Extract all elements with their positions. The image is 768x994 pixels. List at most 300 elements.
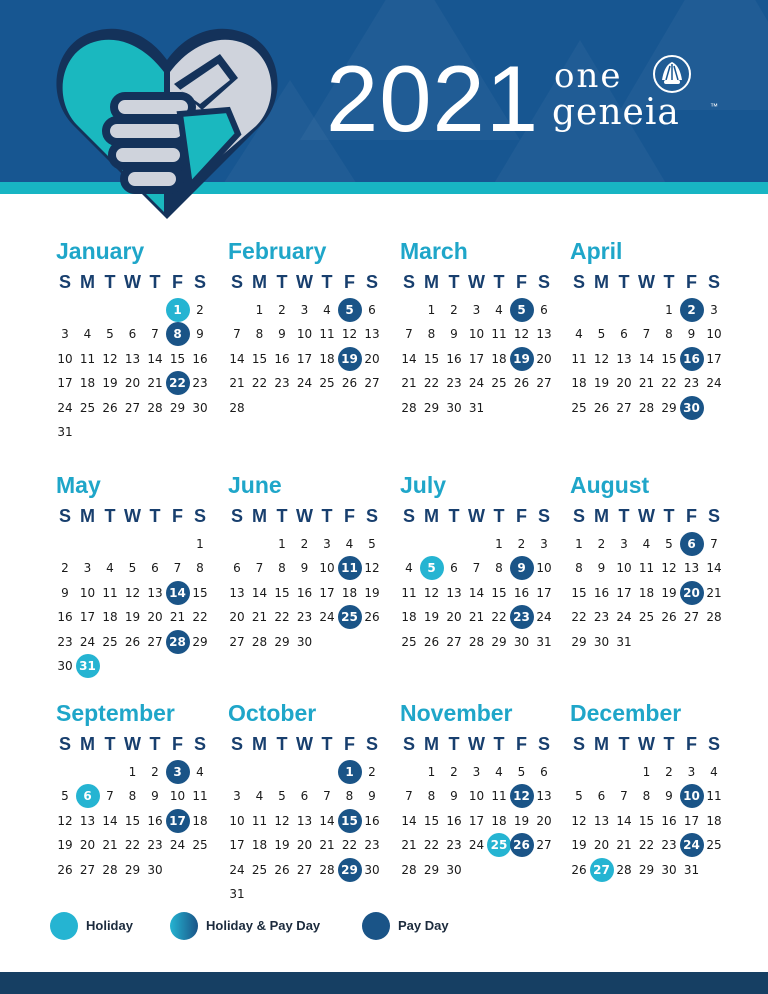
day-cell: 17	[683, 813, 700, 828]
day-cell: 31	[57, 425, 73, 439]
day-cell: 8	[128, 789, 137, 804]
day-cell: 24	[296, 376, 313, 391]
day-cell: 15	[274, 585, 290, 600]
day-cell: 21	[638, 376, 655, 391]
pay-day-cell: 9	[510, 556, 534, 580]
day-cell: 9	[450, 327, 458, 342]
day-cell: 7	[151, 327, 159, 342]
legend-label: Holiday & Pay Day	[206, 918, 321, 933]
day-cell: 12	[571, 813, 587, 828]
legend	[50, 910, 480, 944]
day-cell: 23	[364, 838, 380, 853]
day-cell: 3	[540, 537, 548, 551]
weekday-header: F	[344, 506, 355, 526]
day-cell: 3	[620, 537, 628, 551]
day-cell: 8	[196, 561, 204, 576]
day-cell: 25	[192, 838, 208, 853]
pay-day-cell: 29	[338, 858, 362, 882]
day-cell: 14	[319, 813, 335, 828]
holiday-cell: 6	[76, 784, 100, 808]
day-cell: 16	[593, 585, 610, 600]
weekday-header: M	[594, 272, 609, 292]
day-cell: 12	[341, 327, 358, 342]
pay-day-cell: 10	[680, 784, 704, 808]
day-cell: 13	[446, 585, 462, 600]
pay-day-cell: 5	[338, 298, 362, 322]
day-cell: 26	[102, 400, 118, 415]
day-cell: 17	[706, 351, 722, 366]
day-cell: 25	[571, 400, 587, 415]
weekday-header: S	[572, 272, 585, 292]
weekday-header: S	[537, 272, 550, 292]
day-cell: 23	[661, 838, 677, 853]
pay-day-cell: 15	[338, 809, 362, 833]
brand-line-one: one	[554, 56, 623, 96]
weekday-header: S	[193, 734, 206, 754]
weekday-header: T	[618, 734, 630, 754]
day-cell: 16	[296, 585, 313, 600]
day-cell: 22	[423, 376, 440, 391]
day-cell: 29	[661, 400, 677, 415]
weekday-header: S	[572, 506, 585, 526]
day-cell: 25	[638, 610, 655, 625]
day-cell: 3	[83, 561, 92, 576]
day-cell: 10	[296, 327, 313, 342]
day-cell: 26	[571, 862, 587, 877]
pay-day-cell: 14	[166, 581, 190, 605]
day-cell: 31	[683, 862, 700, 877]
day-cell: 23	[274, 376, 290, 391]
weekday-header: T	[149, 506, 161, 526]
day-cell: 27	[683, 610, 700, 625]
weekday-header: S	[58, 734, 71, 754]
day-cell: 29	[169, 400, 186, 415]
day-cell: 6	[540, 765, 548, 779]
pay-day-cell: 1	[338, 760, 362, 784]
day-cell: 12	[102, 351, 118, 366]
day-cell: 3	[323, 537, 331, 551]
weekday-header: W	[124, 272, 141, 292]
weekday-header: T	[149, 272, 161, 292]
weekday-header: T	[493, 272, 505, 292]
weekday-header: F	[516, 272, 527, 292]
day-cell: 9	[665, 789, 673, 804]
day-cell: 22	[423, 838, 440, 853]
weekday-header: M	[594, 506, 609, 526]
day-cell: 12	[513, 327, 530, 342]
day-cell: 22	[661, 376, 677, 391]
month-october	[228, 700, 400, 900]
day-cell: 17	[296, 351, 313, 366]
day-cell: 14	[638, 351, 655, 366]
day-cell: 29	[423, 400, 440, 415]
day-cell: 7	[710, 537, 718, 551]
day-cell: 23	[446, 376, 462, 391]
month-january	[56, 238, 228, 438]
day-cell: 25	[251, 862, 268, 877]
holiday-cell: 25	[487, 833, 511, 857]
day-cell: 9	[300, 561, 309, 576]
pay-swatch	[362, 912, 390, 940]
weekday-header: M	[424, 734, 439, 754]
day-cell: 27	[296, 862, 313, 877]
day-cell: 10	[468, 327, 485, 342]
day-cell: 3	[472, 765, 481, 779]
weekday-header: S	[193, 506, 206, 526]
weekday-header: T	[448, 272, 460, 292]
day-cell: 7	[472, 561, 481, 576]
day-cell: 21	[251, 610, 268, 625]
day-cell: 2	[300, 537, 309, 551]
weekday-header: S	[230, 272, 243, 292]
day-cell: 2	[517, 537, 526, 551]
weekday-header: W	[468, 734, 485, 754]
month-title: April	[570, 238, 623, 264]
day-cell: 22	[571, 610, 587, 625]
day-cell: 29	[274, 634, 290, 649]
day-cell: 24	[319, 610, 335, 625]
month-title: March	[400, 238, 468, 264]
day-cell: 13	[229, 585, 245, 600]
day-cell: 6	[368, 303, 376, 317]
day-cell: 30	[57, 659, 73, 673]
day-cell: 11	[319, 327, 335, 342]
day-cell: 30	[364, 862, 380, 877]
day-cell: 14	[706, 561, 722, 576]
day-cell: 6	[620, 327, 628, 342]
day-cell: 4	[495, 303, 503, 317]
month-title: June	[228, 472, 282, 498]
weekday-header: M	[252, 734, 267, 754]
day-cell: 9	[151, 789, 159, 804]
day-cell: 19	[124, 610, 141, 625]
day-cell: 20	[147, 610, 163, 625]
day-cell: 4	[255, 789, 264, 804]
day-cell: 2	[665, 765, 673, 779]
day-cell: 6	[128, 327, 137, 342]
day-cell: 26	[593, 400, 610, 415]
weekday-header: S	[365, 272, 378, 292]
day-cell: 17	[79, 610, 96, 625]
weekday-header: T	[321, 272, 333, 292]
day-cell: 10	[706, 327, 722, 342]
day-cell: 27	[79, 862, 96, 877]
day-cell: 30	[661, 862, 677, 877]
day-cell: 11	[491, 789, 507, 804]
day-cell: 13	[147, 585, 163, 600]
day-cell: 17	[468, 351, 485, 366]
day-cell: 26	[124, 634, 141, 649]
day-cell: 18	[706, 813, 722, 828]
day-cell: 27	[124, 400, 141, 415]
month-title: January	[56, 238, 145, 264]
day-cell: 16	[364, 813, 380, 828]
holiday-swatch	[50, 912, 78, 940]
day-cell: 2	[450, 765, 458, 779]
day-cell: 11	[79, 351, 96, 366]
weekday-header: S	[707, 506, 720, 526]
day-cell: 9	[196, 327, 204, 342]
day-cell: 3	[233, 789, 241, 804]
day-cell: 13	[364, 327, 380, 342]
day-cell: 5	[575, 789, 583, 804]
day-cell: 20	[124, 376, 141, 391]
day-cell: 26	[57, 862, 73, 877]
day-cell: 8	[345, 789, 354, 804]
day-cell: 9	[368, 789, 376, 804]
weekday-header: M	[424, 506, 439, 526]
day-cell: 3	[710, 303, 718, 317]
day-cell: 22	[274, 610, 290, 625]
day-cell: 21	[616, 838, 632, 853]
weekday-header: T	[448, 734, 460, 754]
day-cell: 4	[710, 765, 718, 779]
weekday-header: T	[618, 506, 630, 526]
weekday-header: M	[252, 272, 267, 292]
day-cell: 3	[472, 303, 481, 317]
trademark: ™	[710, 102, 718, 111]
weekday-header: F	[686, 272, 697, 292]
day-cell: 2	[597, 537, 606, 551]
day-cell: 25	[79, 400, 96, 415]
day-cell: 9	[61, 585, 69, 600]
weekday-header: S	[193, 272, 206, 292]
month-december	[570, 700, 742, 900]
holiday-cell: 5	[420, 556, 444, 580]
day-cell: 20	[616, 376, 632, 391]
day-cell: 24	[616, 610, 632, 625]
day-cell: 17	[319, 585, 335, 600]
weekday-header: F	[686, 506, 697, 526]
day-cell: 8	[575, 561, 583, 576]
weekday-header: S	[537, 734, 550, 754]
day-cell: 11	[401, 585, 417, 600]
month-title: May	[56, 472, 101, 498]
day-cell: 18	[79, 376, 96, 391]
weekday-header: S	[365, 506, 378, 526]
day-cell: 30	[446, 862, 462, 877]
day-cell: 14	[229, 351, 245, 366]
day-cell: 18	[251, 838, 268, 853]
weekday-header: S	[707, 734, 720, 754]
weekday-header: T	[663, 734, 675, 754]
day-cell: 30	[446, 400, 462, 415]
day-cell: 4	[405, 561, 413, 576]
day-cell: 1	[427, 765, 436, 779]
weekday-header: S	[230, 734, 243, 754]
weekday-header: W	[638, 272, 655, 292]
day-cell: 21	[401, 376, 417, 391]
day-cell: 24	[706, 376, 722, 391]
weekday-header: T	[321, 506, 333, 526]
day-cell: 28	[616, 862, 632, 877]
day-cell: 18	[491, 813, 507, 828]
weekday-header: M	[80, 734, 95, 754]
day-cell: 18	[102, 610, 118, 625]
day-cell: 21	[169, 610, 186, 625]
day-cell: 19	[57, 838, 73, 853]
day-cell: 22	[341, 838, 358, 853]
day-cell: 7	[106, 789, 114, 804]
weekday-header: T	[104, 506, 116, 526]
day-cell: 23	[446, 838, 462, 853]
day-cell: 20	[446, 610, 462, 625]
day-cell: 12	[423, 585, 440, 600]
day-cell: 19	[423, 610, 440, 625]
day-cell: 30	[593, 634, 610, 649]
day-cell: 26	[661, 610, 677, 625]
holiday-cell: 1	[166, 298, 190, 322]
day-cell: 8	[427, 327, 436, 342]
day-cell: 22	[638, 838, 655, 853]
weekday-header: T	[493, 734, 505, 754]
day-cell: 6	[450, 561, 458, 576]
day-cell: 19	[102, 376, 118, 391]
weekday-header: S	[230, 506, 243, 526]
brand-logo	[548, 52, 728, 134]
day-cell: 6	[597, 789, 606, 804]
weekday-header: T	[618, 272, 630, 292]
month-june	[228, 472, 400, 672]
holiday-pay-swatch	[170, 912, 198, 940]
weekday-header: F	[516, 734, 527, 754]
pay-day-cell: 19	[510, 347, 534, 371]
day-cell: 8	[495, 561, 503, 576]
day-cell: 10	[319, 561, 335, 576]
day-cell: 20	[364, 351, 380, 366]
footer-bar	[0, 972, 768, 994]
day-cell: 5	[368, 537, 376, 551]
day-cell: 22	[251, 376, 268, 391]
day-cell: 13	[593, 813, 610, 828]
weekday-header: M	[594, 734, 609, 754]
day-cell: 18	[341, 585, 358, 600]
day-cell: 18	[491, 351, 507, 366]
weekday-header: T	[104, 734, 116, 754]
day-cell: 7	[233, 327, 241, 342]
weekday-header: F	[344, 272, 355, 292]
day-cell: 1	[575, 537, 583, 551]
legend-label: Holiday	[86, 918, 133, 933]
day-cell: 24	[57, 400, 73, 415]
day-cell: 29	[124, 862, 141, 877]
day-cell: 28	[147, 400, 163, 415]
brand-line-two: geneia	[552, 92, 680, 133]
day-cell: 5	[106, 327, 114, 342]
day-cell: 13	[683, 561, 700, 576]
day-cell: 4	[345, 537, 354, 551]
day-cell: 5	[665, 537, 673, 551]
day-cell: 23	[147, 838, 163, 853]
day-cell: 31	[536, 634, 552, 649]
day-cell: 13	[536, 327, 552, 342]
day-cell: 16	[57, 610, 73, 625]
day-cell: 13	[296, 813, 313, 828]
day-cell: 5	[61, 789, 69, 804]
day-cell: 3	[300, 303, 309, 317]
pay-day-cell: 5	[510, 298, 534, 322]
weekday-header: S	[537, 506, 550, 526]
month-march	[400, 238, 572, 438]
day-cell: 25	[319, 376, 335, 391]
handshake-heart-icon	[52, 14, 282, 224]
day-cell: 30	[296, 634, 313, 649]
pay-day-cell: 2	[680, 298, 704, 322]
pay-day-cell: 19	[338, 347, 362, 371]
day-cell: 1	[255, 303, 264, 317]
day-cell: 13	[536, 789, 552, 804]
pay-day-cell: 30	[680, 396, 704, 420]
day-cell: 2	[151, 765, 159, 779]
day-cell: 22	[192, 610, 208, 625]
day-cell: 7	[620, 789, 628, 804]
holiday-cell: 31	[76, 654, 100, 678]
day-cell: 10	[468, 789, 485, 804]
day-cell: 18	[638, 585, 655, 600]
day-cell: 23	[683, 376, 700, 391]
day-cell: 3	[61, 327, 69, 342]
day-cell: 29	[491, 634, 507, 649]
month-title: July	[400, 472, 447, 498]
weekday-header: W	[638, 734, 655, 754]
day-cell: 25	[401, 634, 417, 649]
day-cell: 30	[513, 634, 530, 649]
day-cell: 16	[513, 585, 530, 600]
day-cell: 7	[323, 789, 331, 804]
day-cell: 25	[491, 376, 507, 391]
pay-day-cell: 23	[510, 605, 534, 629]
pay-day-cell: 24	[680, 833, 704, 857]
day-cell: 15	[124, 813, 141, 828]
month-september	[56, 700, 228, 900]
day-cell: 4	[196, 765, 204, 779]
day-cell: 29	[423, 862, 440, 877]
day-cell: 19	[274, 838, 290, 853]
day-cell: 7	[173, 561, 182, 576]
day-cell: 27	[616, 400, 632, 415]
weekday-header: S	[572, 734, 585, 754]
day-cell: 21	[102, 838, 118, 853]
day-cell: 26	[341, 376, 358, 391]
holiday-cell: 27	[590, 858, 614, 882]
day-cell: 18	[192, 813, 208, 828]
weekday-header: T	[663, 506, 675, 526]
day-cell: 11	[251, 813, 268, 828]
day-cell: 10	[57, 351, 73, 366]
day-cell: 18	[571, 376, 587, 391]
day-cell: 1	[642, 765, 651, 779]
day-cell: 5	[597, 327, 606, 342]
day-cell: 29	[638, 862, 655, 877]
pay-day-cell: 28	[166, 630, 190, 654]
day-cell: 21	[147, 376, 163, 391]
month-november	[400, 700, 572, 900]
day-cell: 1	[278, 537, 286, 551]
weekday-header: T	[448, 506, 460, 526]
day-cell: 26	[423, 634, 440, 649]
weekday-header: T	[663, 272, 675, 292]
day-cell: 8	[642, 789, 651, 804]
day-cell: 28	[319, 862, 335, 877]
pay-day-cell: 3	[166, 760, 190, 784]
day-cell: 31	[468, 400, 485, 415]
day-cell: 21	[706, 585, 722, 600]
day-cell: 23	[296, 610, 313, 625]
day-cell: 6	[233, 561, 241, 576]
day-cell: 19	[364, 585, 380, 600]
weekday-header: T	[493, 506, 505, 526]
day-cell: 20	[536, 351, 552, 366]
